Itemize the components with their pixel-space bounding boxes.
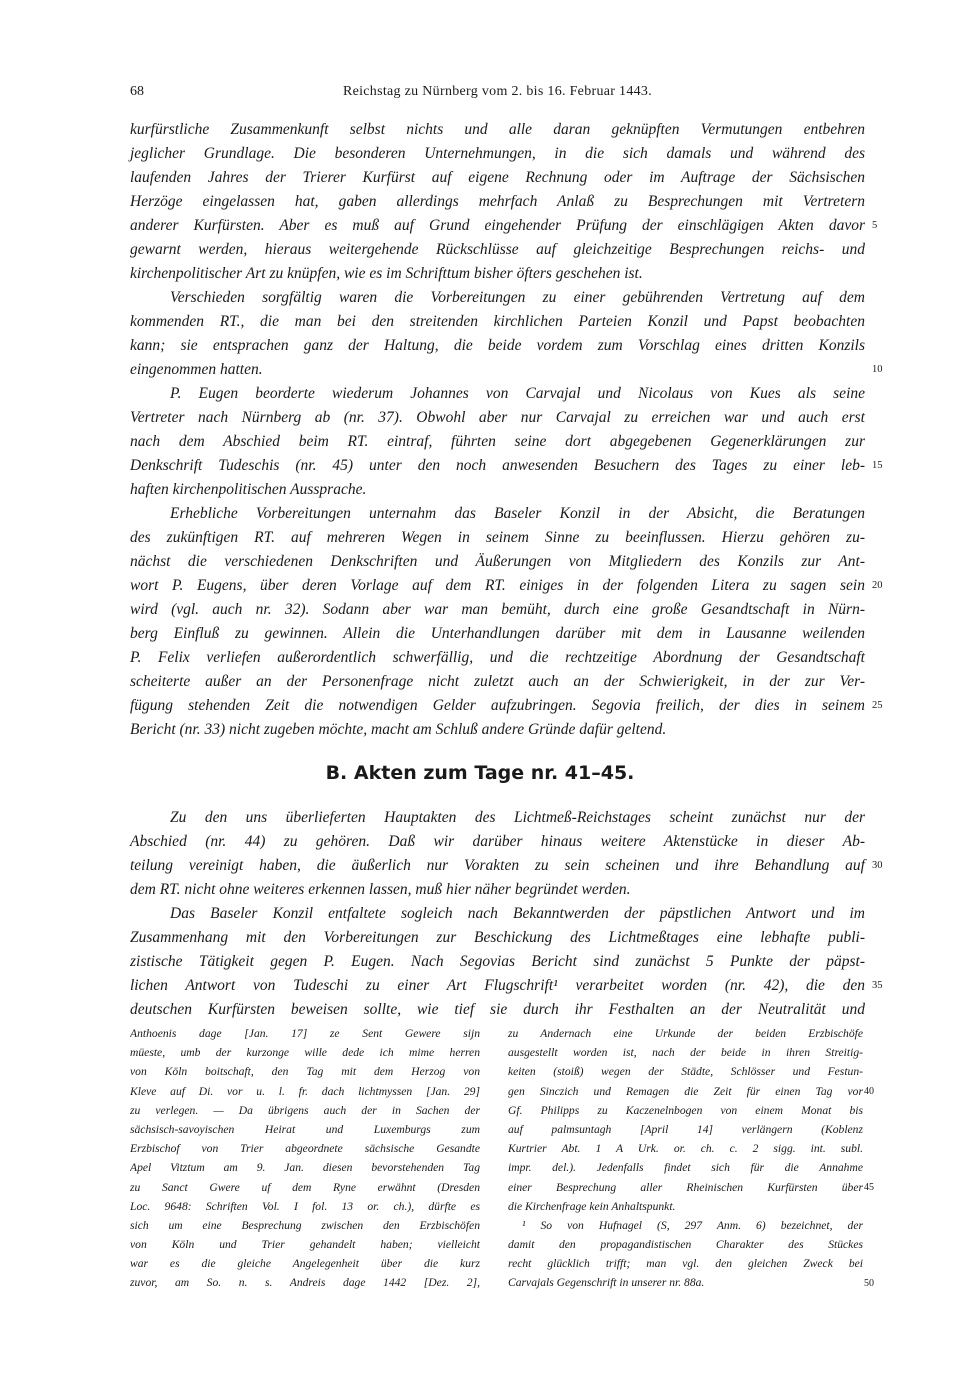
footnote-line: Carvajals Gegenschrift in unserer nr. 88a. [508, 1276, 705, 1290]
body-line: kirchenpolitischer Art zu knüpfen, wie es im Schrifttum bisher öfters geschehen ist. [130, 265, 643, 282]
footnote-line: zuvor, am So. n. s. Andreis dage 1442 [Dez. 2], [130, 1276, 480, 1290]
body-line: Verschieden sorgfältig waren die Vorbereitungen zu einer gebührenden Vertretung auf dem [170, 289, 865, 306]
section-heading: B. Akten zum Tage nr. 41–45. [325, 762, 635, 784]
line-number: 35 [872, 980, 883, 991]
body-line: Zu den uns überlieferten Hauptakten des Lichtmeß-Reichstages scheint zunächst nur der [170, 809, 865, 826]
body-line: berg Einfluß zu gewinnen. Allein die Unterhandlungen darüber mit dem in Lausanne weilenden [130, 625, 865, 642]
footnotes-left-column [130, 1024, 480, 1293]
footnote-line: Kurtrier Abt. 1 A Urk. or. ch. c. 2 sigg. int. subl. [508, 1142, 863, 1156]
body-line: wird (vgl. auch nr. 32). Sodann aber war man bemüht, durch eine große Gesandtschaft in Nürn- [130, 601, 865, 618]
body-line: nächst die verschiedenen Denkschriften und Äußerungen von Mitgliedern des Konzils zur Ant- [130, 553, 865, 570]
body-line: Herzöge eingelassen hat, gaben allerdings mehrfach Anlaß zu Besprechungen mit Vertretern [130, 193, 865, 210]
footnote-line: Apel Vitztum am 9. Jan. diesen bevorstehenden Tag [130, 1161, 480, 1175]
line-number: 50 [864, 1277, 874, 1289]
line-number: 10 [872, 364, 883, 375]
body-line: deutschen Kurfürsten beweisen sollte, wie tief sie durch ihr Festhalten an der Neutralität und [130, 1001, 865, 1018]
body-line: Denkschrift Tudeschis (nr. 45) unter den noch anwesenden Besuchern des Tages zu einer leb- [130, 457, 865, 474]
footnote-line: damit den propagandistischen Charakter des Stückes [508, 1238, 863, 1252]
body-line: Erhebliche Vorbereitungen unternahm das Baseler Konzil in der Absicht, die Beratungen [170, 505, 865, 522]
footnote-line: Anthoenis dage [Jan. 17] ze Sent Gewere sijn [130, 1027, 480, 1040]
footnote-line: zu verlegen. — Da übrigens auch der in Sachen der [130, 1103, 480, 1117]
body-line: kommenden RT., die man bei den streitenden kirchlichen Parteien Konzil und Papst beobachten [130, 313, 865, 330]
footnote-line: ¹ So von Hufnagel (S, 297 Anm. 6) bezeichnet, der [522, 1218, 863, 1232]
body-line: Zusammenhang mit den Vorbereitungen zur Beschickung des Lichtmeßtages eine lebhafte publi- [130, 929, 865, 946]
footnote-line: ausgestellt worden ist, nach der beide in ihren Streitig- [508, 1046, 863, 1060]
line-number: 40 [864, 1085, 874, 1097]
body-line: zistische Tätigkeit gegen P. Eugen. Nach Segovias Bericht sind zunächst 5 Punkte der päpst- [130, 953, 865, 970]
body-line: Das Baseler Konzil entfaltete sogleich nach Bekanntwerden der päpstlichen Antwort und im [170, 905, 865, 922]
footnote-line: Gf. Philipps zu Kaczenelnbogen von einem Monat bis [508, 1103, 863, 1117]
footnote-line: müeste, umb der kurzonge wille dede ich mime herren [130, 1046, 480, 1060]
body-line: kurfürstliche Zusammenkunft selbst nichts und alle daran geknüpften Vermutungen entbehren [130, 121, 865, 138]
body-line: Vertreter nach Nürnberg ab (nr. 37). Obwohl aber nur Carvajal zu erreichen war und auch erst [130, 409, 865, 426]
footnote-line: von Köln und Trier gehandelt haben; vielleicht [130, 1238, 480, 1252]
body-line: anderer Kurfürsten. Aber es muß auf Grund eingehender Prüfung der einschlägigen Akten davor [130, 217, 865, 234]
body-line: des zukünftigen RT. auf mehreren Wegen in seinem Sinne zu beeinflussen. Hierzu gehören zu- [130, 529, 865, 546]
footnote-line: Loc. 9648: Schriften Vol. I fol. 13 or. ch.), dürfte es [130, 1199, 480, 1213]
body-line: laufenden Jahres der Trierer Kurfürst auf eigene Rechnung oder im Auftrage der Sächsischen [130, 169, 865, 186]
body-line: Bericht (nr. 33) nicht zugeben möchte, macht am Schluß andere Gründe dafür geltend. [130, 721, 667, 738]
line-number: 30 [872, 860, 883, 871]
footnote-line: zu Andernach eine Urkunde der beiden Erzbischöfe [508, 1027, 863, 1040]
page-number: 68 [130, 84, 144, 99]
line-number: 5 [872, 220, 878, 231]
footnote-line: von Köln boitschaft, den Tag mit dem Herzog von [130, 1065, 480, 1079]
footnote-line: Erzbischof von Trier abgeordnete sächsische Gesandte [130, 1142, 480, 1156]
footnote-line: gen Sinczich und Remagen die Zeit für einen Tag vor [508, 1084, 863, 1098]
line-number: 15 [872, 460, 883, 471]
footnote-line: zu Sanct Gwere uf dem Ryne erwähnt (Dresden [130, 1180, 480, 1194]
line-number: 45 [864, 1181, 874, 1193]
body-line: jeglicher Grundlage. Die besonderen Unternehmungen, in die sich damals und während des [130, 145, 865, 162]
body-line: nach dem Abschied beim RT. eintraf, führten seine dort abgegebenen Gegenerklärungen zur [130, 433, 865, 450]
footnote-line: sächsisch-savoyischen Heirat und Luxemburgs zum [130, 1122, 480, 1136]
body-line: P. Eugen beorderte wiederum Johannes von Carvajal und Nicolaus von Kues als seine [170, 385, 865, 402]
footnote-line: keiten (stoiß) wegen der Städte, Schlösser und Festun- [508, 1065, 863, 1079]
body-line: dem RT. nicht ohne weiteres erkennen lassen, muß hier näher begründet werden. [130, 881, 631, 898]
line-number: 20 [872, 580, 883, 591]
body-line: lichen Antwort von Tudeschi zu einer Art Flugschrift¹ verarbeitet worden (nr. 42), die den [130, 977, 865, 994]
body-line: gewarnt werden, hieraus weitergehende Rückschlüsse auf gleichzeitige Besprechungen reichs- und [130, 241, 865, 258]
page-header [130, 84, 865, 104]
body-line: scheiterte außer an der Personenfrage nicht zuletzt auch an der Schwierigkeit, in der zur Ver- [130, 673, 865, 690]
body-line: haften kirchenpolitischen Aussprache. [130, 481, 367, 498]
footnote-line: war es die gleiche Angelegenheit über die kurz [130, 1257, 480, 1271]
footnote-line: die Kirchenfrage kein Anhaltspunkt. [508, 1199, 676, 1213]
line-number: 25 [872, 700, 883, 711]
footnote-line: einer Besprechung aller Rheinischen Kurfürsten über [508, 1180, 863, 1194]
body-line: teilung vereinigt haben, die äußerlich nur Vorakten zu sein scheinen und ihre Behandlung auf [130, 857, 865, 874]
body-line: Abschied (nr. 44) zu gehören. Daß wir darüber hinaus weitere Aktenstücke in dieser Ab- [130, 833, 865, 850]
footnote-line: sich um eine Besprechung zwischen den Erzbischöfen [130, 1218, 480, 1232]
body-line: P. Felix verliefen außerordentlich schwerfällig, und die rechtzeitige Abordnung der Gesandtschaft [130, 649, 865, 666]
footnote-line: Kleve auf Di. vor u. l. fr. dach lichtmyssen [Jan. 29] [130, 1084, 480, 1098]
running-head: Reichstag zu Nürnberg vom 2. bis 16. Februar 1443. [342, 84, 653, 99]
footnotes-right-column [508, 1024, 863, 1293]
footnote-line: recht glücklich trifft; man vgl. den gleichen Zweck bei [508, 1257, 863, 1271]
body-line: wort P. Eugens, über deren Vorlage auf dem RT. einiges in der folgenden Litera zu sagen sein [130, 577, 865, 594]
body-line: fügung stehenden Zeit die notwendigen Gelder aufzubringen. Segovia freilich, der dies in seinem [130, 697, 865, 714]
body-line: eingenommen hatten. [130, 361, 263, 378]
body-line: kann; sie entsprachen ganz der Haltung, die beide vordem zum Vorschlag eines dritten Konzils [130, 337, 865, 354]
footnote-line: impr. del.). Jedenfalls findet sich für die Annahme [508, 1161, 863, 1175]
footnote-line: auf palmsuntagh [April 14] verlängern (Koblenz [508, 1122, 863, 1136]
